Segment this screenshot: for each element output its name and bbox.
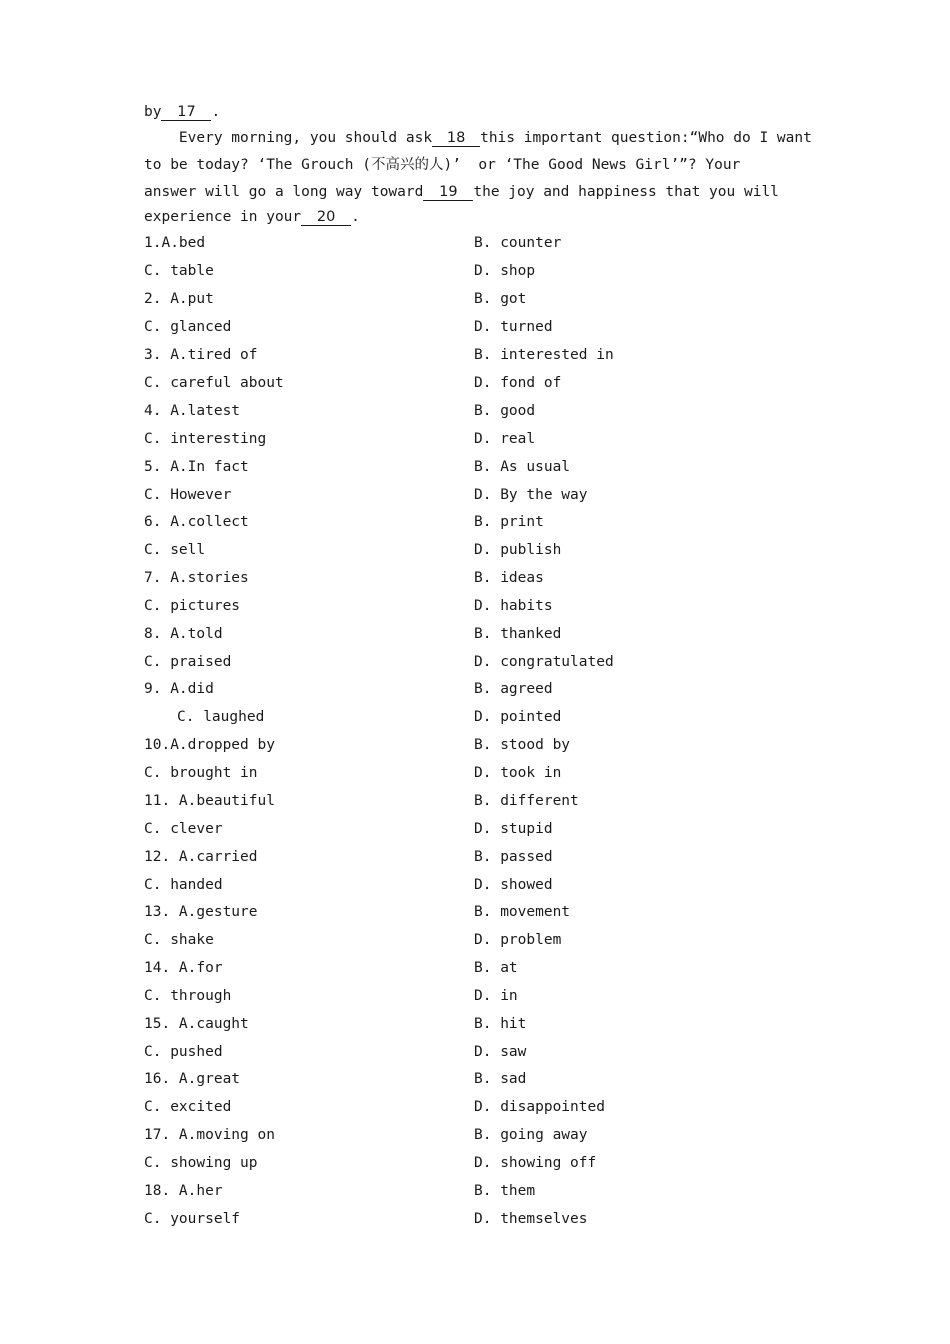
passage-line-2 [144,128,812,148]
blank-20: 20 [301,209,351,226]
option-15d: D. saw [474,1044,527,1060]
option-3c: C. careful about [144,375,284,391]
option-4d: D. real [474,431,536,447]
text: by [144,104,162,120]
option-15c: C. pushed [144,1044,223,1060]
option-5b: B. As usual [474,459,571,475]
option-7b: B. ideas [474,570,544,586]
option-4a: 4. A.latest [144,403,241,419]
option-11a: 11. A.beautiful [144,793,275,809]
option-12b: B. passed [474,849,553,865]
option-3b: B. interested in [474,347,614,363]
option-13c: C. shake [144,932,214,948]
option-18a: 18. A.her [144,1183,223,1199]
option-11c: C. clever [144,821,223,837]
option-2b: B. got [474,291,527,307]
option-16a: 16. A.great [144,1071,241,1087]
option-15b: B. hit [474,1016,527,1032]
option-18b: B. them [474,1183,536,1199]
option-13b: B. movement [474,904,571,920]
option-12a: 12. A.carried [144,849,258,865]
option-5a: 5. A.In fact [144,459,249,475]
option-14c: C. through [144,988,232,1004]
option-9b: B. agreed [474,681,553,697]
option-7d: D. habits [474,598,553,614]
option-8d: D. congratulated [474,654,614,670]
blank-17: 17 [161,104,211,121]
option-11b: B. different [474,793,579,809]
blank-18: 18 [432,130,480,147]
passage-line-3: to be today? ‘The Grouch (不高兴的人)’ or ‘The Good News Girl’”? Your [144,157,741,173]
passage-line-1 [144,102,220,122]
option-7a: 7. A.stories [144,570,249,586]
option-12c: C. handed [144,877,223,893]
passage-line-4 [144,182,779,202]
option-2c: C. glanced [144,319,232,335]
text: experience in your [144,209,302,225]
option-17c: C. showing up [144,1155,258,1171]
option-2a: 2. A.put [144,291,214,307]
option-16b: B. sad [474,1071,527,1087]
option-8b: B. thanked [474,626,562,642]
option-6d: D. publish [474,542,562,558]
option-17a: 17. A.moving on [144,1127,275,1143]
option-16d: D. disappointed [474,1099,605,1115]
option-10c: C. brought in [144,765,258,781]
text: the joy and happiness that you will [473,184,779,200]
option-8a: 8. A.told [144,626,223,642]
option-8c: C. praised [144,654,232,670]
option-4c: C. interesting [144,431,267,447]
option-18c: C. yourself [144,1211,241,1227]
option-17b: B. going away [474,1127,588,1143]
option-5d: D. By the way [474,487,588,503]
option-1b: B. counter [474,235,562,251]
option-3d: D. fond of [474,375,562,391]
option-10d: D. took in [474,765,562,781]
text: . [351,209,360,225]
text: Every morning, you should ask [144,130,433,146]
option-14d: D. in [474,988,518,1004]
option-7c: C. pictures [144,598,241,614]
option-13a: 13. A.gesture [144,904,258,920]
option-17d: D. showing off [474,1155,597,1171]
option-9c: C. laughed [177,709,265,725]
option-13d: D. problem [474,932,562,948]
option-11d: D. stupid [474,821,553,837]
option-1c: C. table [144,263,214,279]
option-6c: C. sell [144,542,206,558]
text: this important question:“Who do I want [480,130,812,146]
blank-19: 19 [423,184,473,201]
option-16c: C. excited [144,1099,232,1115]
option-4b: B. good [474,403,536,419]
option-14b: B. at [474,960,518,976]
text: . [211,104,221,120]
option-6a: 6. A.collect [144,514,249,530]
option-3a: 3. A.tired of [144,347,258,363]
option-14a: 14. A.for [144,960,223,976]
option-1a: 1.A.bed [144,235,206,251]
option-5c: C. However [144,487,232,503]
option-18d: D. themselves [474,1211,588,1227]
option-9d: D. pointed [474,709,562,725]
option-10a: 10.A.dropped by [144,737,275,753]
option-12d: D. showed [474,877,553,893]
text: answer will go a long way toward [144,184,424,200]
option-6b: B. print [474,514,544,530]
option-9a: 9. A.did [144,681,214,697]
passage-line-5 [144,207,360,227]
option-10b: B. stood by [474,737,571,753]
option-2d: D. turned [474,319,553,335]
option-1d: D. shop [474,263,536,279]
option-15a: 15. A.caught [144,1016,249,1032]
